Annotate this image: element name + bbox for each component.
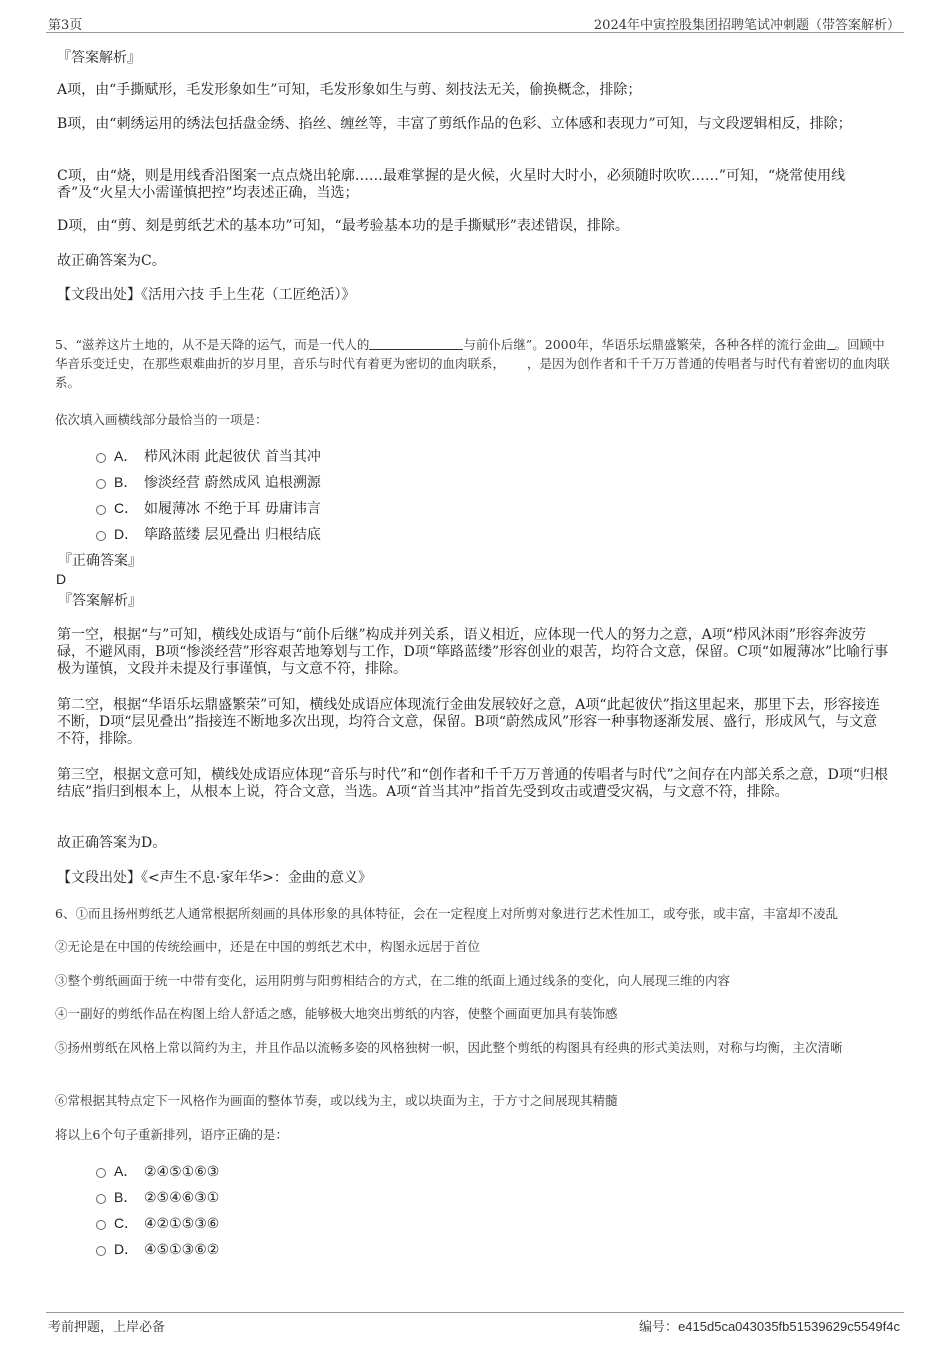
q5-stem-part4: ，是因为创作者和千千万万普通的传唱者与时代有着密切的血肉联系。 — [55, 356, 890, 390]
q6-sentence-5: ⑤扬州剪纸在风格上常以简约为主，并且作品以流畅多姿的风格独树一帜，因此整个剪纸的构图具有经典的形式美法则，对称与均衡，主次清晰 — [55, 1040, 843, 1055]
q5-stem-part1: 5、“滋养这片土地的，从不是天降的运气，而是一代人的 — [55, 337, 370, 352]
q5-option-a[interactable]: A． 栉风沐雨 此起彼伏 首当其冲 — [96, 446, 321, 466]
q5-analysis-p3: 第三空，根据文意可知，横线处成语应体现“音乐与时代”和“创作者和千千万万普通的传唱者与时代”之间存在内部关系之意，D项“归根结底”指归到根本上，从根本上说，符合文意，当选。A项“首当其冲”指首先受到攻击或遭受灾祸，与文意不符，排除。 — [57, 767, 889, 800]
q5-source: 【文段出处】《<声生不息·家年华>：金曲的意义》 — [57, 870, 372, 886]
radio-icon[interactable] — [96, 1194, 106, 1204]
q5-stem-part3: 。回顾中华音乐变迁史，在那些艰难曲折的岁月里，音乐与时代有着更为密切的血肉联系， — [55, 337, 885, 371]
radio-icon[interactable] — [96, 453, 106, 463]
q5-blank-3 — [505, 357, 527, 369]
radio-icon[interactable] — [96, 1246, 106, 1256]
q5-stem — [55, 335, 893, 392]
radio-icon[interactable] — [96, 1168, 106, 1178]
q6-option-c[interactable]: C． ④②①⑤③⑥ — [96, 1213, 219, 1233]
radio-icon[interactable] — [96, 531, 106, 541]
q4-analysis-d: D项，由“剪、刻是剪纸艺术的基本功”可知，“最考验基本功的是手撕赋形”表述错误，排除。 — [57, 218, 629, 234]
footer-code — [639, 1316, 900, 1335]
q5-analysis-heading: 『答案解析』 — [58, 593, 142, 609]
q4-conclusion: 故正确答案为C。 — [57, 253, 166, 269]
q6-sentence-2: ②无论是在中国的传统绘画中，还是在中国的剪纸艺术中，构图永远居于首位 — [55, 939, 481, 954]
q5-option-b[interactable]: B． 惨淡经营 蔚然成风 追根溯源 — [96, 472, 321, 492]
page-header — [46, 12, 904, 33]
document-title: 2024年中寅控股集团招聘笔试冲刺题（带答案解析） — [593, 18, 900, 33]
q5-stem-part2: 与前仆后继”。2000年，华语乐坛鼎盛繁荣，各种各样的流行金曲 — [463, 337, 827, 352]
q6-prompt: 将以上6个句子重新排列，语序正确的是： — [55, 1127, 288, 1142]
q4-analysis-b: B项，由“刺绣运用的绣法包括盘金绣、掐丝、缠丝等，丰富了剪纸作品的色彩、立体感和表现力”可知，与文段逻辑相反，排除； — [57, 116, 852, 132]
footer-code-value: e415d5ca043035fb51539629c5549f4c — [678, 1319, 900, 1334]
q5-option-c[interactable]: C． 如履薄冰 不绝于耳 毋庸讳言 — [96, 498, 321, 518]
q4-analysis-a: A项，由“手撕赋形，毛发形象如生”可知，毛发形象如生与剪、刻技法无关，偷换概念，排除； — [57, 82, 642, 98]
q6-option-b[interactable]: B． ②⑤④⑥③① — [96, 1187, 219, 1207]
q5-answer-heading: 『正确答案』 — [58, 553, 142, 569]
q5-blank-2 — [827, 337, 835, 350]
q6-sentence-6: ⑥常根据其特点定下一风格作为画面的整体节奏，或以线为主，或以块面为主，于方寸之间展现其精髓 — [55, 1093, 618, 1108]
page-number: 第3页 — [48, 18, 83, 33]
footer-slogan: 考前押题，上岸必备 — [48, 1320, 166, 1335]
q5-blank-1 — [369, 337, 463, 350]
q6-sentence-4: ④一副好的剪纸作品在构图上给人舒适之感，能够极大地突出剪纸的内容，使整个画面更加具有装饰感 — [55, 1006, 618, 1021]
footer-code-label: 编号： — [639, 1320, 679, 1335]
q5-analysis-p1: 第一空，根据“与”可知，横线处成语与“前仆后继”构成并列关系，语义相近，应体现一代人的努力之意，A项“栉风沐雨”形容奔波劳碌，不避风雨，B项“惨淡经营”形容艰苦地筹划与工作，D项“筚路蓝缕”形容创业的艰苦，均符合文意，保留。C项“如履薄冰”比喻行事极为谨慎，文段并未提及行事谨慎，与文意不符，排除。 — [57, 627, 889, 677]
q6-sentence-1: 6、①而且扬州剪纸艺人通常根据所刻画的具体形象的具体特征，会在一定程度上对所剪对象进行艺术性加工，或夸张，或丰富，丰富却不凌乱 — [55, 906, 838, 921]
q6-option-d[interactable]: D． ④⑤①③⑥② — [96, 1239, 219, 1259]
radio-icon[interactable] — [96, 1220, 106, 1230]
radio-icon[interactable] — [96, 479, 106, 489]
q6-sentence-3: ③整个剪纸画面于统一中带有变化，运用阴剪与阳剪相结合的方式，在二维的纸面上通过线条的变化，向人展现三维的内容 — [55, 973, 731, 988]
q4-analysis-heading: 『答案解析』 — [57, 50, 141, 66]
page-footer — [46, 1312, 904, 1335]
q5-option-d[interactable]: D． 筚路蓝缕 层见叠出 归根结底 — [96, 524, 321, 544]
q4-analysis-c: C项，由“烧，则是用线香沿图案一点点烧出轮廓……最难掌握的是火候，火星时大时小，必须随时吹吹……”可知，“烧常使用线香”及“火星大小需谨慎把控”均表述正确，当选； — [57, 168, 846, 201]
q5-answer: D — [56, 571, 67, 587]
q5-analysis-p2: 第二空，根据“华语乐坛鼎盛繁荣”可知，横线处成语应体现流行金曲发展较好之意，A项“此起彼伏”指这里起来，那里下去，形容接连不断，D项“层见叠出”指接连不断地多次出现，均符合文意，保留。B项“蔚然成风”形容一种事物逐渐发展、盛行，形成风气，与文意不符，排除。 — [57, 697, 880, 747]
q4-source: 【文段出处】《活用六技 手上生花（工匠绝活）》 — [57, 287, 356, 303]
radio-icon[interactable] — [96, 505, 106, 515]
q5-prompt: 依次填入画横线部分最恰当的一项是： — [55, 412, 268, 427]
q6-option-a[interactable]: A． ②④⑤①⑥③ — [96, 1161, 219, 1181]
q5-conclusion: 故正确答案为D。 — [57, 835, 167, 851]
